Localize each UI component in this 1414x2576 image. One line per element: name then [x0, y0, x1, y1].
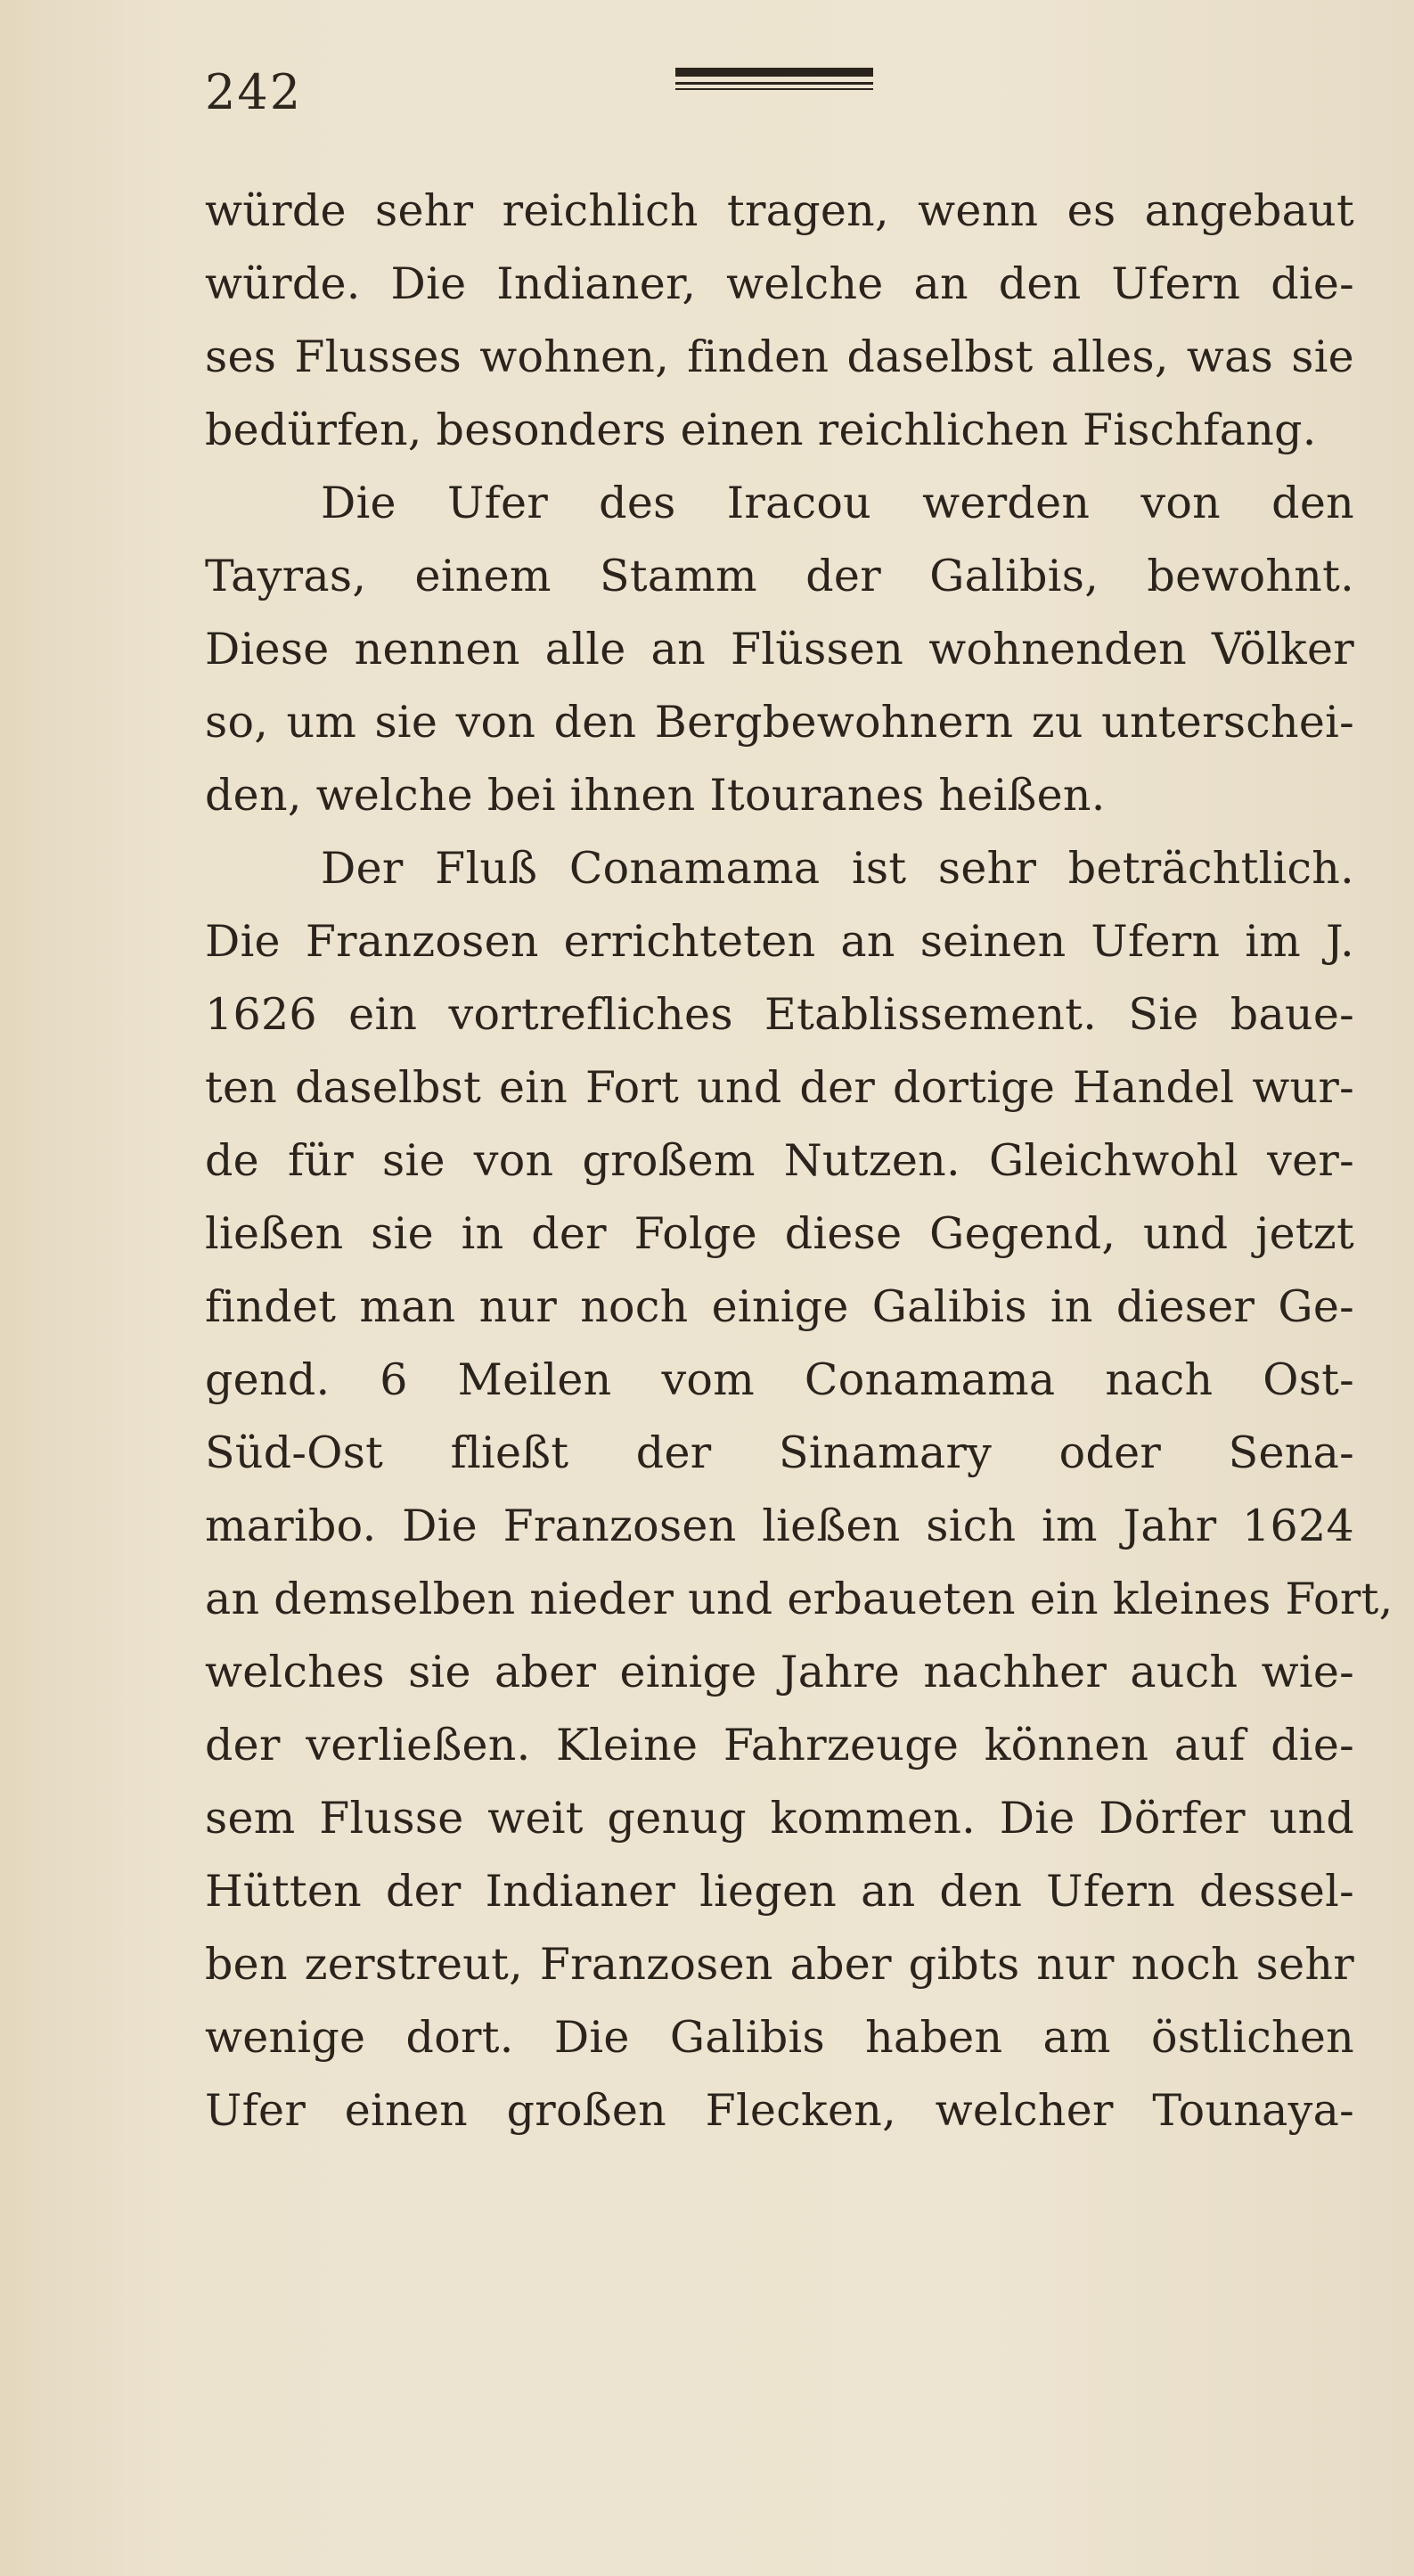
text-line: de für sie von großem Nutzen. Gleichwohl ver-	[205, 1135, 1354, 1186]
ornament-bar-thin	[675, 82, 873, 85]
text-line: den, welche bei ihnen Itouranes heißen.	[205, 770, 1106, 821]
page-number: 242	[205, 64, 303, 120]
text-line: maribo. Die Franzosen ließen sich im Jahr 1624	[205, 1501, 1354, 1551]
text-line: an demselben nieder und erbaueten ein kleines Fort,	[205, 1574, 1394, 1624]
text-line: Süd-Ost fließt der Sinamary oder Sena-	[205, 1427, 1354, 1478]
text-line: bedürfen, besonders einen reichlichen Fischfang.	[205, 405, 1317, 455]
text-line: der verließen. Kleine Fahrzeuge können auf die-	[205, 1720, 1354, 1770]
paragraph-start-line: Die Ufer des Iracou werden von den	[321, 478, 1354, 528]
text-line: findet man nur noch einige Galibis in dieser Ge-	[205, 1281, 1354, 1332]
text-line: ben zerstreut, Franzosen aber gibts nur noch sehr	[205, 1939, 1354, 1990]
paragraph-start-line: Der Fluß Conamama ist sehr beträchtlich.	[321, 843, 1354, 894]
text-line: Ufer einen großen Flecken, welcher Tounaya-	[205, 2085, 1354, 2136]
text-line: sem Flusse weit genug kommen. Die Dörfer und	[205, 1793, 1354, 1844]
text-line: ließen sie in der Folge diese Gegend, und jetzt	[205, 1208, 1354, 1259]
text-line: gend. 6 Meilen vom Conamama nach Ost-	[205, 1354, 1354, 1405]
ornament-bar-hair	[675, 88, 873, 90]
text-line: 1626 ein vortrefliches Etablissement. Sie baue-	[205, 989, 1354, 1040]
text-line: ten daselbst ein Fort und der dortige Handel wur-	[205, 1062, 1354, 1113]
ornament-bar-thick	[675, 68, 873, 77]
text-line: so, um sie von den Bergbewohnern zu unterschei-	[205, 697, 1354, 748]
text-line: Tayras, einem Stamm der Galibis, bewohnt.	[205, 551, 1354, 601]
text-line: Diese nennen alle an Flüssen wohnenden Völker	[205, 624, 1354, 675]
header-ornament-rule	[675, 64, 873, 96]
text-line: würde sehr reichlich tragen, wenn es angebaut	[205, 185, 1354, 236]
text-line: ses Flusses wohnen, finden daselbst alles, was sie	[205, 331, 1354, 382]
text-line: Hütten der Indianer liegen an den Ufern dessel-	[205, 1866, 1354, 1917]
body-text	[205, 175, 1394, 2147]
text-line: würde. Die Indianer, welche an den Ufern die-	[205, 258, 1354, 309]
text-line: Die Franzosen errichteten an seinen Ufern im J.	[205, 916, 1354, 967]
text-line: wenige dort. Die Galibis haben am östlichen	[205, 2012, 1354, 2063]
text-line: welches sie aber einige Jahre nachher auch wie-	[205, 1647, 1354, 1697]
